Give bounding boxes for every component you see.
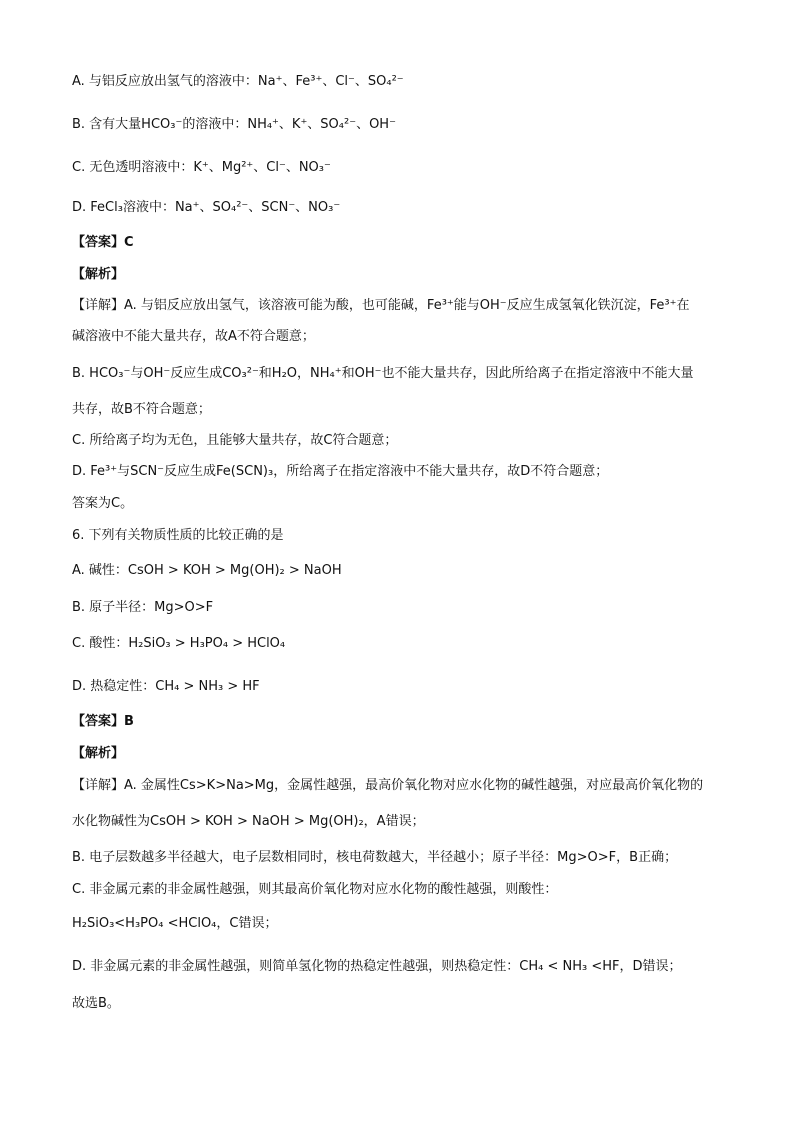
detail-6: D. Fe³⁺与SCN⁻反应生成Fe(SCN)₃，所给离子在指定溶液中不能大量共存，故D不符合题意； bbox=[72, 464, 609, 479]
line-5a: A. 与铝反应放出氢气的溶液中：Na⁺、Fe³⁺、Cl⁻、SO₄²⁻ bbox=[72, 74, 404, 89]
detail2-2: 水化物碱性为CsOH > KOH > NaOH > Mg(OH)₂，A错误； bbox=[72, 814, 425, 829]
q6-a: A. 碱性：CsOH > KOH > Mg(OH)₂ > NaOH bbox=[72, 563, 342, 578]
detail-2: 碱溶液中不能大量共存，故A不符合题意； bbox=[72, 329, 315, 344]
detail2-7: 故选B。 bbox=[72, 996, 120, 1011]
q6-b: B. 原子半径：Mg>O>F bbox=[72, 600, 214, 615]
detail-5: C. 所给离子均为无色，且能够大量共存，故C符合题意； bbox=[72, 433, 398, 448]
line-5b: B. 含有大量HCO₃⁻的溶液中：NH₄⁺、K⁺、SO₄²⁻、OH⁻ bbox=[72, 117, 396, 132]
answer-label: 【答案】C bbox=[72, 235, 134, 250]
detail2-1: 【详解】A. 金属性Cs>K>Na>Mg，金属性越强，最高价氧化物对应水化物的碱性越强，对应最高价氧化物的 bbox=[72, 778, 704, 793]
detail-7: 答案为C。 bbox=[72, 496, 134, 511]
detail-4: 共存，故B不符合题意； bbox=[72, 402, 211, 417]
analysis-label: 【解析】 bbox=[72, 267, 125, 282]
q6-c: C. 酸性：H₂SiO₃ > H₃PO₄ > HClO₄ bbox=[72, 636, 286, 651]
detail2-6: D. 非金属元素的非金属性越强，则简单氢化物的热稳定性越强，则热稳定性：CH₄ < NH₃ <HF，D错误； bbox=[72, 959, 682, 974]
answer-label-2: 【答案】B bbox=[72, 714, 134, 729]
question-6: 6. 下列有关物质性质的比较正确的是 bbox=[72, 528, 284, 543]
detail-3: B. HCO₃⁻与OH⁻反应生成CO₃²⁻和H₂O，NH₄⁺和OH⁻也不能大量共存，因此所给离子在指定溶液中不能大量 bbox=[72, 366, 694, 381]
detail-1: 【详解】A. 与铝反应放出氢气，该溶液可能为酸，也可能碱，Fe³⁺能与OH⁻反应生成氢氧化铁沉淀，Fe³⁺在 bbox=[72, 298, 690, 313]
line-5d: D. FeCl₃溶液中：Na⁺、SO₄²⁻、SCN⁻、NO₃⁻ bbox=[72, 200, 341, 215]
detail2-5: H₂SiO₃<H₃PO₄ <HClO₄，C错误； bbox=[72, 916, 278, 931]
line-5c: C. 无色透明溶液中：K⁺、Mg²⁺、Cl⁻、NO₃⁻ bbox=[72, 160, 331, 175]
analysis-label-2: 【解析】 bbox=[72, 746, 125, 761]
q6-d: D. 热稳定性：CH₄ > NH₃ > HF bbox=[72, 679, 260, 694]
detail2-4: C. 非金属元素的非金属性越强，则其最高价氧化物对应水化物的酸性越强，则酸性： bbox=[72, 882, 558, 897]
detail2-3: B. 电子层数越多半径越大，电子层数相同时，核电荷数越大，半径越小；原子半径：Mg>O>F，B正确； bbox=[72, 850, 678, 865]
